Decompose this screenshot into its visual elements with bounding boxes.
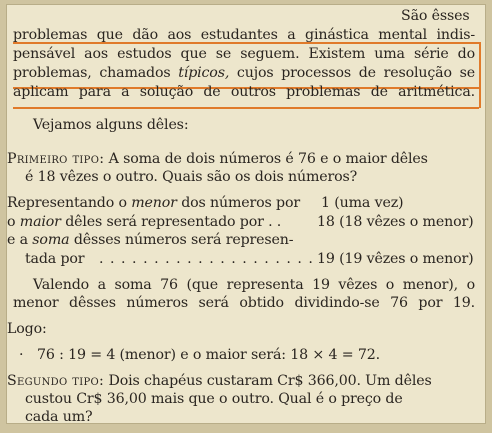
primeiro-tipo-line2: é 18 vêzes o outro. Quais são os dois números? (25, 169, 358, 185)
paragraph2-line1: Valendo a soma 76 (que representa 19 vêzes o menor), o (33, 277, 475, 293)
primeiro-tipo-line1 (7, 150, 428, 168)
paragraph1-line2: problemas que dão aos estudantes a ginástica mental indis- (13, 27, 475, 43)
paragraph1-line3-a: pensável aos estudos que se seguem. (13, 46, 300, 62)
paragraph2-line2: menor dêsses números será obtido dividindo-se 76 por 19. (13, 295, 475, 311)
segundo-tipo-line3: cada um? (25, 409, 93, 425)
segundo-tipo-line1 (7, 372, 432, 390)
table-row3-em: soma (32, 232, 70, 248)
paragraph1-line4 (13, 64, 475, 82)
segundo-tipo-label: Segundo tipo: (7, 373, 105, 389)
table-row3-a: e a (7, 232, 28, 248)
highlight-underline-2 (13, 107, 479, 109)
segundo-tipo-text1: Dois chapéus custaram Cr$ 366,00. Um dêles (108, 373, 432, 389)
intro-text: Vejamos alguns dêles: (33, 117, 189, 133)
table-row2-a: o (7, 214, 16, 230)
table-row3-b: dêsses números será represen- (73, 232, 294, 248)
paragraph1-line3 (13, 45, 475, 63)
table-row2-em: maior (19, 214, 61, 230)
paragraph1-line3-b: Existem uma série do (308, 46, 475, 62)
table-row4-dots: . . . . . . . . . . . . . . . . . . . . (99, 251, 314, 267)
table-row1-value: 1 (uma vez) (321, 195, 404, 211)
table-row2-value: 18 (18 vêzes o menor) (317, 214, 474, 230)
equation-text: 76 : 19 = 4 (menor) e o maior será: 18 × 4 = 72. (37, 347, 380, 363)
equation-bullet: · (19, 347, 24, 363)
table-row1 (7, 194, 300, 212)
table-row4-value: 19 (19 vêzes o menor) (317, 251, 474, 267)
table-row1-b: dos números por (181, 195, 300, 211)
primeiro-tipo-label: Primeiro tipo: (7, 151, 105, 167)
logo-text: Logo: (7, 321, 47, 337)
primeiro-tipo-text1: A soma de dois números é 76 e o maior dêles (108, 151, 428, 167)
table-row2 (7, 213, 281, 231)
table-row1-a: Representando o (7, 195, 127, 211)
table-row1-em: menor (131, 195, 177, 211)
book-page (6, 4, 486, 424)
segundo-tipo-line2: custou Cr$ 36,00 mais que o outro. Qual é o preço de (25, 391, 403, 407)
paragraph1-line5: aplicam para a solução de outros problemas de aritmética. (13, 84, 475, 100)
highlight-right-bracket (479, 42, 481, 108)
table-row3 (7, 231, 293, 249)
paragraph1-line1: São êsses (401, 8, 470, 24)
table-row4: tada por (25, 251, 85, 267)
paragraph1-line4-c: cujos processos de resolução se (236, 65, 475, 81)
paragraph1-line4-a: problemas, chamados (13, 65, 171, 81)
paragraph1-term-typicos: típicos, (178, 65, 230, 81)
table-row2-b: dêles será representado por . . (65, 214, 282, 230)
